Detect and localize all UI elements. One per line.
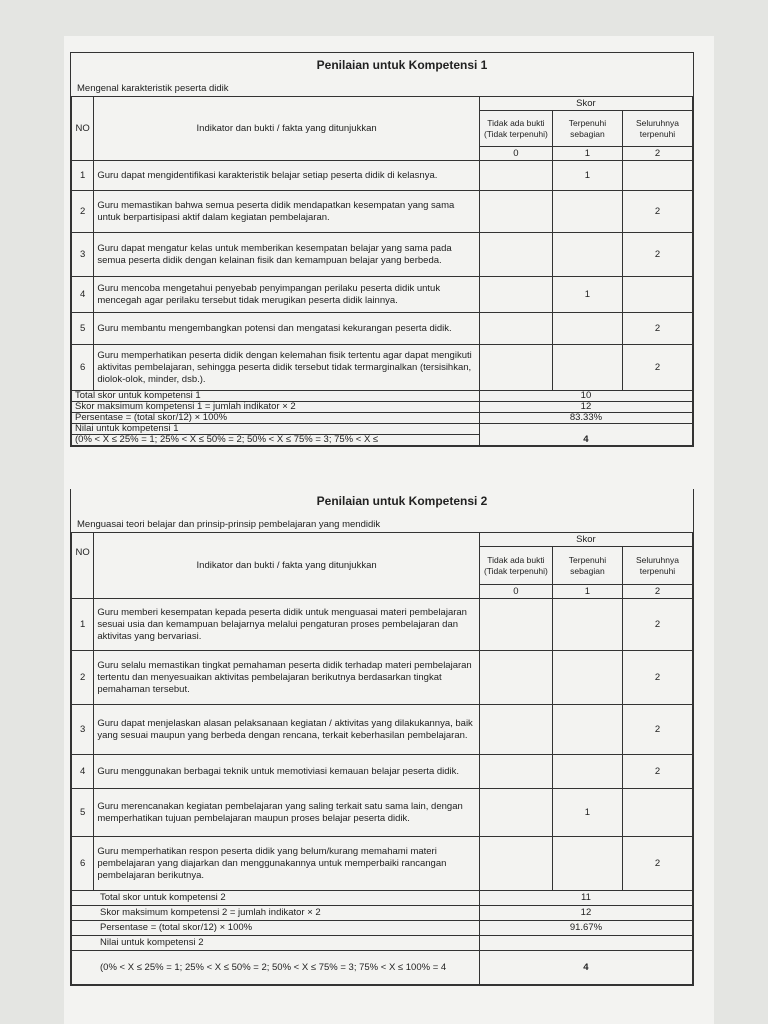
row-number: 1 — [72, 161, 94, 191]
kompetensi-1-title: Penilaian untuk Kompetensi 1 — [316, 58, 488, 72]
score-0 — [479, 837, 552, 891]
nilai-label: Nilai untuk kompetensi 2 — [72, 936, 480, 951]
indicator-text: Guru dapat mengatur kelas untuk memberikan kesempatan belajar yang sama pada semua peserta didik dengan kelainan fisik dan kemampuan belajar yang berbeda. — [94, 233, 480, 277]
score-1 — [552, 755, 622, 789]
score-2 — [622, 161, 692, 191]
score-header-1: 1 — [552, 147, 622, 161]
indicator-text: Guru memberi kesempatan kepada peserta didik untuk menguasai materi pembelajaran sesuai usia dan kemampuan belajarnya melalui pengaturan proses pembelajaran dan aktivitas yang bervariasi. — [94, 599, 480, 651]
score-2: 2 — [622, 313, 692, 345]
max-score-label: Skor maksimum kompetensi 1 = jumlah indikator × 2 — [72, 402, 480, 413]
score-0 — [479, 191, 552, 233]
kompetensi-2-table — [71, 532, 693, 985]
nilai-range-label: (0% < X ≤ 25% = 1; 25% < X ≤ 50% = 2; 50% < X ≤ 75% = 3; 75% < X ≤ 100% = 4 — [72, 951, 480, 985]
row-number: 5 — [72, 313, 94, 345]
indicator-text: Guru memperhatikan respon peserta didik yang belum/kurang memahami materi pembelajaran yang diajarkan dan menggunakannya untuk memperbaiki rancangan pembelajaran berikutnya. — [94, 837, 480, 891]
score-1 — [552, 599, 622, 651]
row-number: 3 — [72, 233, 94, 277]
nilai-range-label: (0% < X ≤ 25% = 1; 25% < X ≤ 50% = 2; 50% < X ≤ 75% = 3; 75% < X ≤ — [72, 435, 480, 446]
indicator-text: Guru memperhatikan peserta didik dengan kelemahan fisik tertentu agar dapat mengikuti aktivitas pembelajaran, sehingga peserta didik tersebut tidak termarginalkan (tersisihkan, diolok-olok, minder, dsb.). — [94, 345, 480, 391]
table-row — [72, 705, 693, 755]
percentage-label: Persentase = (total skor/12) × 100% — [72, 921, 480, 936]
table-row — [72, 313, 693, 345]
row-number: 3 — [72, 705, 94, 755]
total-score-label: Total skor untuk kompetensi 1 — [72, 391, 480, 402]
table-row — [72, 161, 693, 191]
indicator-text: Guru mencoba mengetahui penyebab penyimpangan perilaku peserta didik untuk mencegah agar perilaku tersebut tidak merugikan peserta didik lainnya. — [94, 277, 480, 313]
kompetensi-2-section — [70, 489, 694, 986]
header-seluruhnya: Seluruhnya terpenuhi — [622, 111, 692, 147]
score-1 — [552, 837, 622, 891]
score-2: 2 — [622, 191, 692, 233]
header-indicator: Indikator dan bukti / fakta yang ditunjukkan — [94, 97, 480, 161]
score-2: 2 — [622, 233, 692, 277]
score-2: 2 — [622, 651, 692, 705]
score-2: 2 — [622, 705, 692, 755]
header-no: NO — [72, 97, 94, 161]
row-number: 6 — [72, 837, 94, 891]
score-0 — [479, 161, 552, 191]
score-1: 1 — [552, 161, 622, 191]
header-terpenuhi-sebagian: Terpenuhi sebagian — [552, 547, 622, 585]
score-2: 2 — [622, 755, 692, 789]
header-terpenuhi-sebagian: Terpenuhi sebagian — [552, 111, 622, 147]
table-row — [72, 755, 693, 789]
total-score-label: Total skor untuk kompetensi 2 — [72, 891, 480, 906]
table-row — [72, 277, 693, 313]
score-0 — [479, 755, 552, 789]
score-header-0: 0 — [479, 585, 552, 599]
score-1 — [552, 345, 622, 391]
score-2: 2 — [622, 345, 692, 391]
row-number: 5 — [72, 789, 94, 837]
score-1 — [552, 651, 622, 705]
document-page — [64, 36, 714, 1024]
nilai-blank-cell — [479, 936, 692, 951]
kompetensi-1-table — [71, 96, 693, 446]
kompetensi-2-subtitle: Menguasai teori belajar dan prinsip-prinsip pembelajaran yang mendidik — [77, 519, 381, 530]
score-0 — [479, 705, 552, 755]
table-row — [72, 651, 693, 705]
header-skor: Skor — [479, 97, 692, 111]
score-header-1: 1 — [552, 585, 622, 599]
total-score-value: 11 — [479, 891, 692, 906]
header-no: NO — [72, 533, 94, 599]
score-2: 2 — [622, 599, 692, 651]
score-1 — [552, 705, 622, 755]
table-row — [72, 191, 693, 233]
header-tidak-ada: Tidak ada bukti (Tidak terpenuhi) — [479, 111, 552, 147]
header-seluruhnya: Seluruhnya terpenuhi — [622, 547, 692, 585]
table-row — [72, 345, 693, 391]
percentage-value: 91.67% — [479, 921, 692, 936]
max-score-value: 12 — [479, 906, 692, 921]
score-0 — [479, 313, 552, 345]
header-tidak-ada: Tidak ada bukti (Tidak terpenuhi) — [479, 547, 552, 585]
score-2: 2 — [622, 837, 692, 891]
max-score-label: Skor maksimum kompetensi 2 = jumlah indikator × 2 — [72, 906, 480, 921]
score-2 — [622, 277, 692, 313]
max-score-value: 12 — [479, 402, 692, 413]
score-1: 1 — [552, 277, 622, 313]
indicator-text: Guru dapat mengidentifikasi karakteristik belajar setiap peserta didik di kelasnya. — [94, 161, 480, 191]
total-score-value: 10 — [479, 391, 692, 402]
table-row — [72, 837, 693, 891]
score-header-2: 2 — [622, 585, 692, 599]
score-0 — [479, 233, 552, 277]
score-0 — [479, 277, 552, 313]
score-0 — [479, 789, 552, 837]
indicator-text: Guru memastikan bahwa semua peserta didik mendapatkan kesempatan yang sama untuk berpartisipasi aktif dalam kegiatan pembelajaran. — [94, 191, 480, 233]
indicator-text: Guru menggunakan berbagai teknik untuk memotiviasi kemauan belajar peserta didik. — [94, 755, 480, 789]
header-skor: Skor — [479, 533, 692, 547]
nilai-value: 4 — [479, 951, 692, 985]
row-number: 1 — [72, 599, 94, 651]
kompetensi-2-title: Penilaian untuk Kompetensi 2 — [316, 494, 488, 508]
score-1 — [552, 233, 622, 277]
score-2 — [622, 789, 692, 837]
indicator-text: Guru merencanakan kegiatan pembelajaran yang saling terkait satu sama lain, dengan memperhatikan tujuan pembelajaran maupun proses belajar peserta didik. — [94, 789, 480, 837]
table-row — [72, 233, 693, 277]
score-1 — [552, 313, 622, 345]
indicator-text: Guru selalu memastikan tingkat pemahaman peserta didik terhadap materi pembelajaran tertentu dan menyesuaikan aktivitas pembelajaran berikutnya berdasarkan tingkat pemahaman tersebut. — [94, 651, 480, 705]
score-0 — [479, 651, 552, 705]
score-0 — [479, 599, 552, 651]
score-1 — [552, 191, 622, 233]
table-row — [72, 599, 693, 651]
row-number: 2 — [72, 651, 94, 705]
score-header-0: 0 — [479, 147, 552, 161]
indicator-text: Guru membantu mengembangkan potensi dan mengatasi kekurangan peserta didik. — [94, 313, 480, 345]
row-number: 4 — [72, 277, 94, 313]
row-number: 4 — [72, 755, 94, 789]
kompetensi-1-section — [70, 52, 694, 447]
score-header-2: 2 — [622, 147, 692, 161]
percentage-label: Persentase = (total skor/12) × 100% — [72, 413, 480, 424]
score-1: 1 — [552, 789, 622, 837]
row-number: 2 — [72, 191, 94, 233]
header-indicator: Indikator dan bukti / fakta yang ditunjukkan — [94, 533, 480, 599]
indicator-text: Guru dapat menjelaskan alasan pelaksanaan kegiatan / aktivitas yang dilakukannya, baik yang sesuai maupun yang berbeda dengan rencana, terkait keberhasilan pembelajaran. — [94, 705, 480, 755]
nilai-label: Nilai untuk kompetensi 1 — [72, 424, 480, 435]
table-row — [72, 789, 693, 837]
kompetensi-1-subtitle: Mengenal karakteristik peserta didik — [77, 83, 229, 94]
row-number: 6 — [72, 345, 94, 391]
nilai-value: 4 — [479, 424, 692, 446]
percentage-value: 83.33% — [479, 413, 692, 424]
score-0 — [479, 345, 552, 391]
